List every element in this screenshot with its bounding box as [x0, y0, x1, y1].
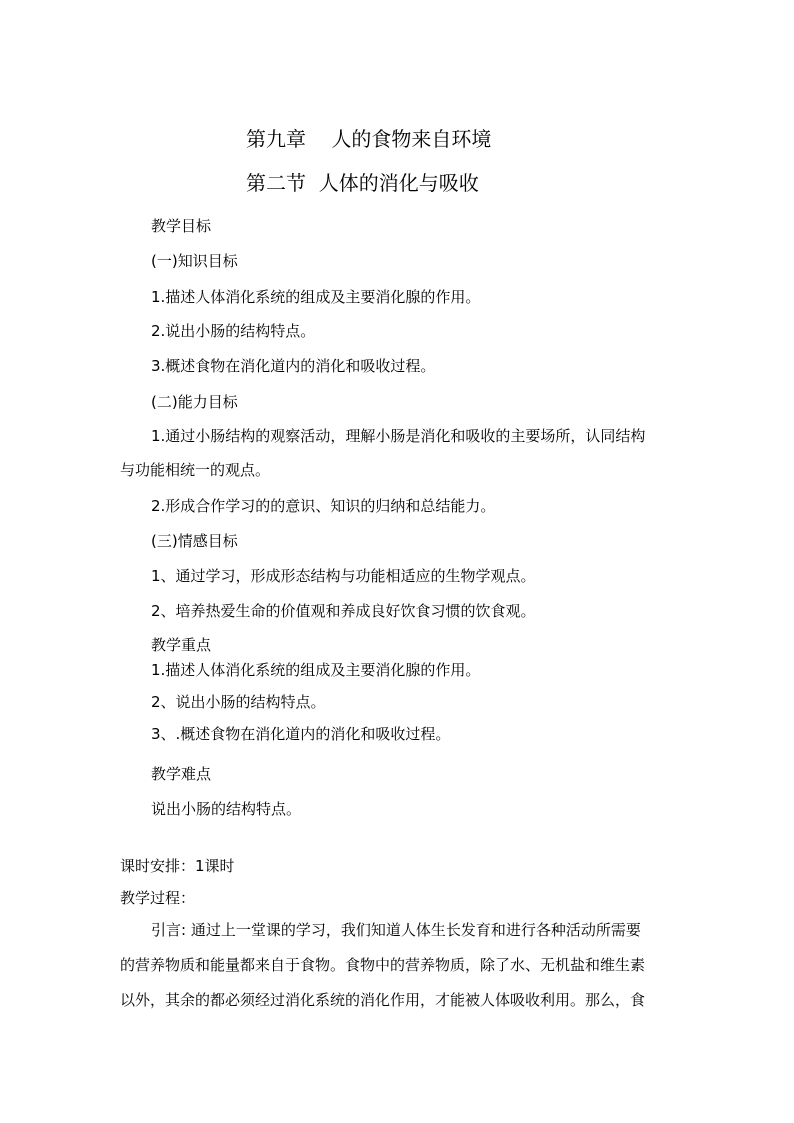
intro-paragraph-line: 的营养物质和能量都来自于食物。食物中的营养物质，除了水、无机盐和维生素	[120, 956, 646, 974]
section-title: 第二节 人体的消化与吸收	[246, 171, 479, 195]
knowledge-item: 1.描述人体消化系统的组成及主要消化腺的作用。	[151, 288, 481, 306]
emotion-item: 1、通过学习，形成形态结构与功能相适应的生物学观点。	[151, 567, 536, 585]
emotion-item: 2、培养热爱生命的价值观和养成良好饮食习惯的饮食观。	[151, 602, 536, 620]
knowledge-heading: (一)知识目标	[151, 252, 238, 270]
difficulty-heading: 教学难点	[151, 765, 212, 783]
knowledge-item: 2.说出小肠的结构特点。	[151, 322, 316, 340]
intro-paragraph-line: 以外，其余的都必须经过消化系统的消化作用，才能被人体吸收利用。那么，食	[120, 991, 646, 1009]
ability-item-1-line-1: 1.通过小肠结构的观察活动，理解小肠是消化和吸收的主要场所，认同结构	[151, 427, 646, 445]
schedule-line: 课时安排：1课时	[120, 857, 235, 875]
ability-item-2: 2.形成合作学习的的意识、知识的归纳和总结能力。	[151, 497, 496, 515]
ability-item-1-line-2: 与功能相统一的观点。	[120, 461, 271, 479]
intro-paragraph-line: 引言: 通过上一堂课的学习，我们知道人体生长发育和进行各种活动所需要	[151, 921, 641, 939]
difficulty-text: 说出小肠的结构特点。	[151, 800, 302, 818]
objectives-heading: 教学目标	[151, 217, 212, 235]
key-point-item: 1.描述人体消化系统的组成及主要消化腺的作用。	[151, 661, 481, 679]
key-point-item: 2、说出小肠的结构特点。	[151, 693, 326, 711]
key-point-item: 3、.概述食物在消化道内的消化和吸收过程。	[151, 725, 451, 743]
ability-heading: (二)能力目标	[151, 393, 238, 411]
chapter-title: 第九章 人的食物来自环境	[246, 127, 492, 151]
process-heading: 教学过程：	[120, 889, 196, 907]
key-points-heading: 教学重点	[151, 636, 212, 654]
knowledge-item: 3.概述食物在消化道内的消化和吸收过程。	[151, 357, 436, 375]
emotion-heading: (三)情感目标	[151, 532, 238, 550]
